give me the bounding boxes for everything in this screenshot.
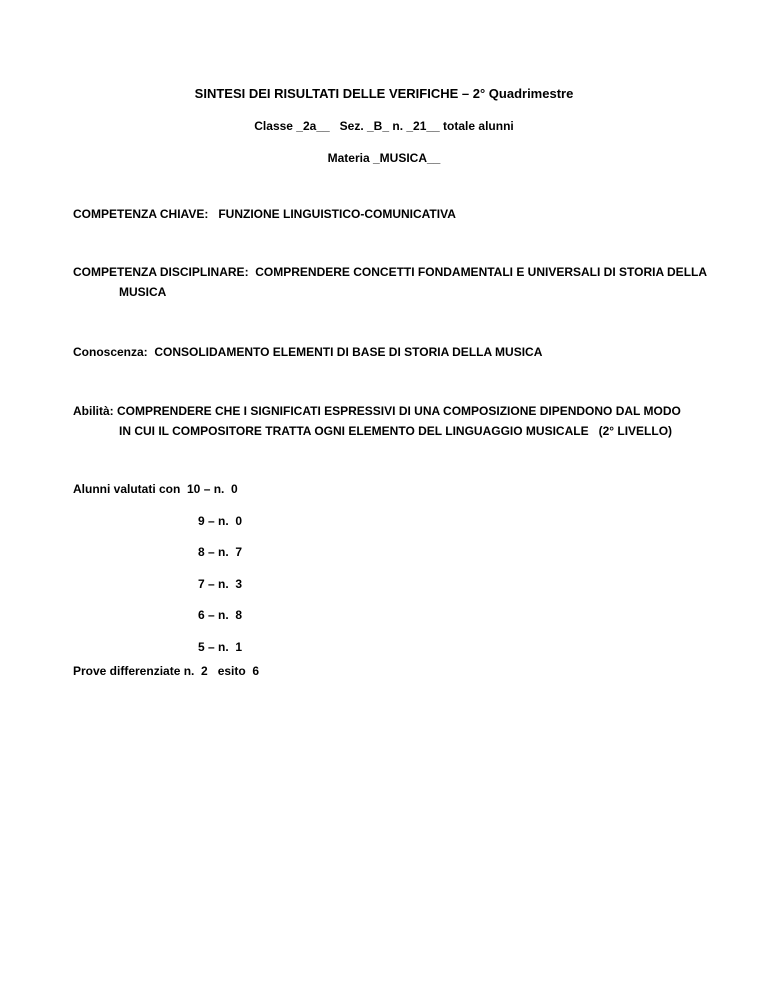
competenza-disciplinare-line1: COMPETENZA DISCIPLINARE: COMPRENDERE CONCETTI FONDAMENTALI E UNIVERSALI DI STORIA DELLA (73, 265, 708, 279)
valutazione-row: 5 – n. 1 (198, 640, 243, 654)
classe-line: Classe _2a__ Sez. _B_ n. _21__ totale alunni (254, 119, 514, 133)
abilita-line2: IN CUI IL COMPOSITORE TRATTA OGNI ELEMENTO DEL LINGUAGGIO MUSICALE (2° LIVELLO) (119, 424, 673, 438)
conoscenza: Conoscenza: CONSOLIDAMENTO ELEMENTI DI BASE DI STORIA DELLA MUSICA (73, 345, 543, 359)
prove-differenziate: Prove differenziate n. 2 esito 6 (73, 664, 260, 678)
valutazioni-intro: Alunni valutati con 10 – n. 0 (73, 482, 238, 496)
document-title: SINTESI DEI RISULTATI DELLE VERIFICHE – 2° Quadrimestre (194, 86, 574, 101)
competenza-chiave: COMPETENZA CHIAVE: FUNZIONE LINGUISTICO-COMUNICATIVA (73, 207, 456, 221)
abilita-line1: Abilità: COMPRENDERE CHE I SIGNIFICATI ESPRESSIVI DI UNA COMPOSIZIONE DIPENDONO DAL MODO (73, 404, 681, 418)
valutazione-row: 9 – n. 0 (198, 514, 243, 528)
materia-line: Materia _MUSICA__ (327, 151, 441, 165)
valutazione-row: 7 – n. 3 (198, 577, 243, 591)
competenza-disciplinare-line2: MUSICA (119, 285, 167, 299)
valutazione-row: 8 – n. 7 (198, 545, 243, 559)
valutazione-row: 6 – n. 8 (198, 608, 243, 622)
